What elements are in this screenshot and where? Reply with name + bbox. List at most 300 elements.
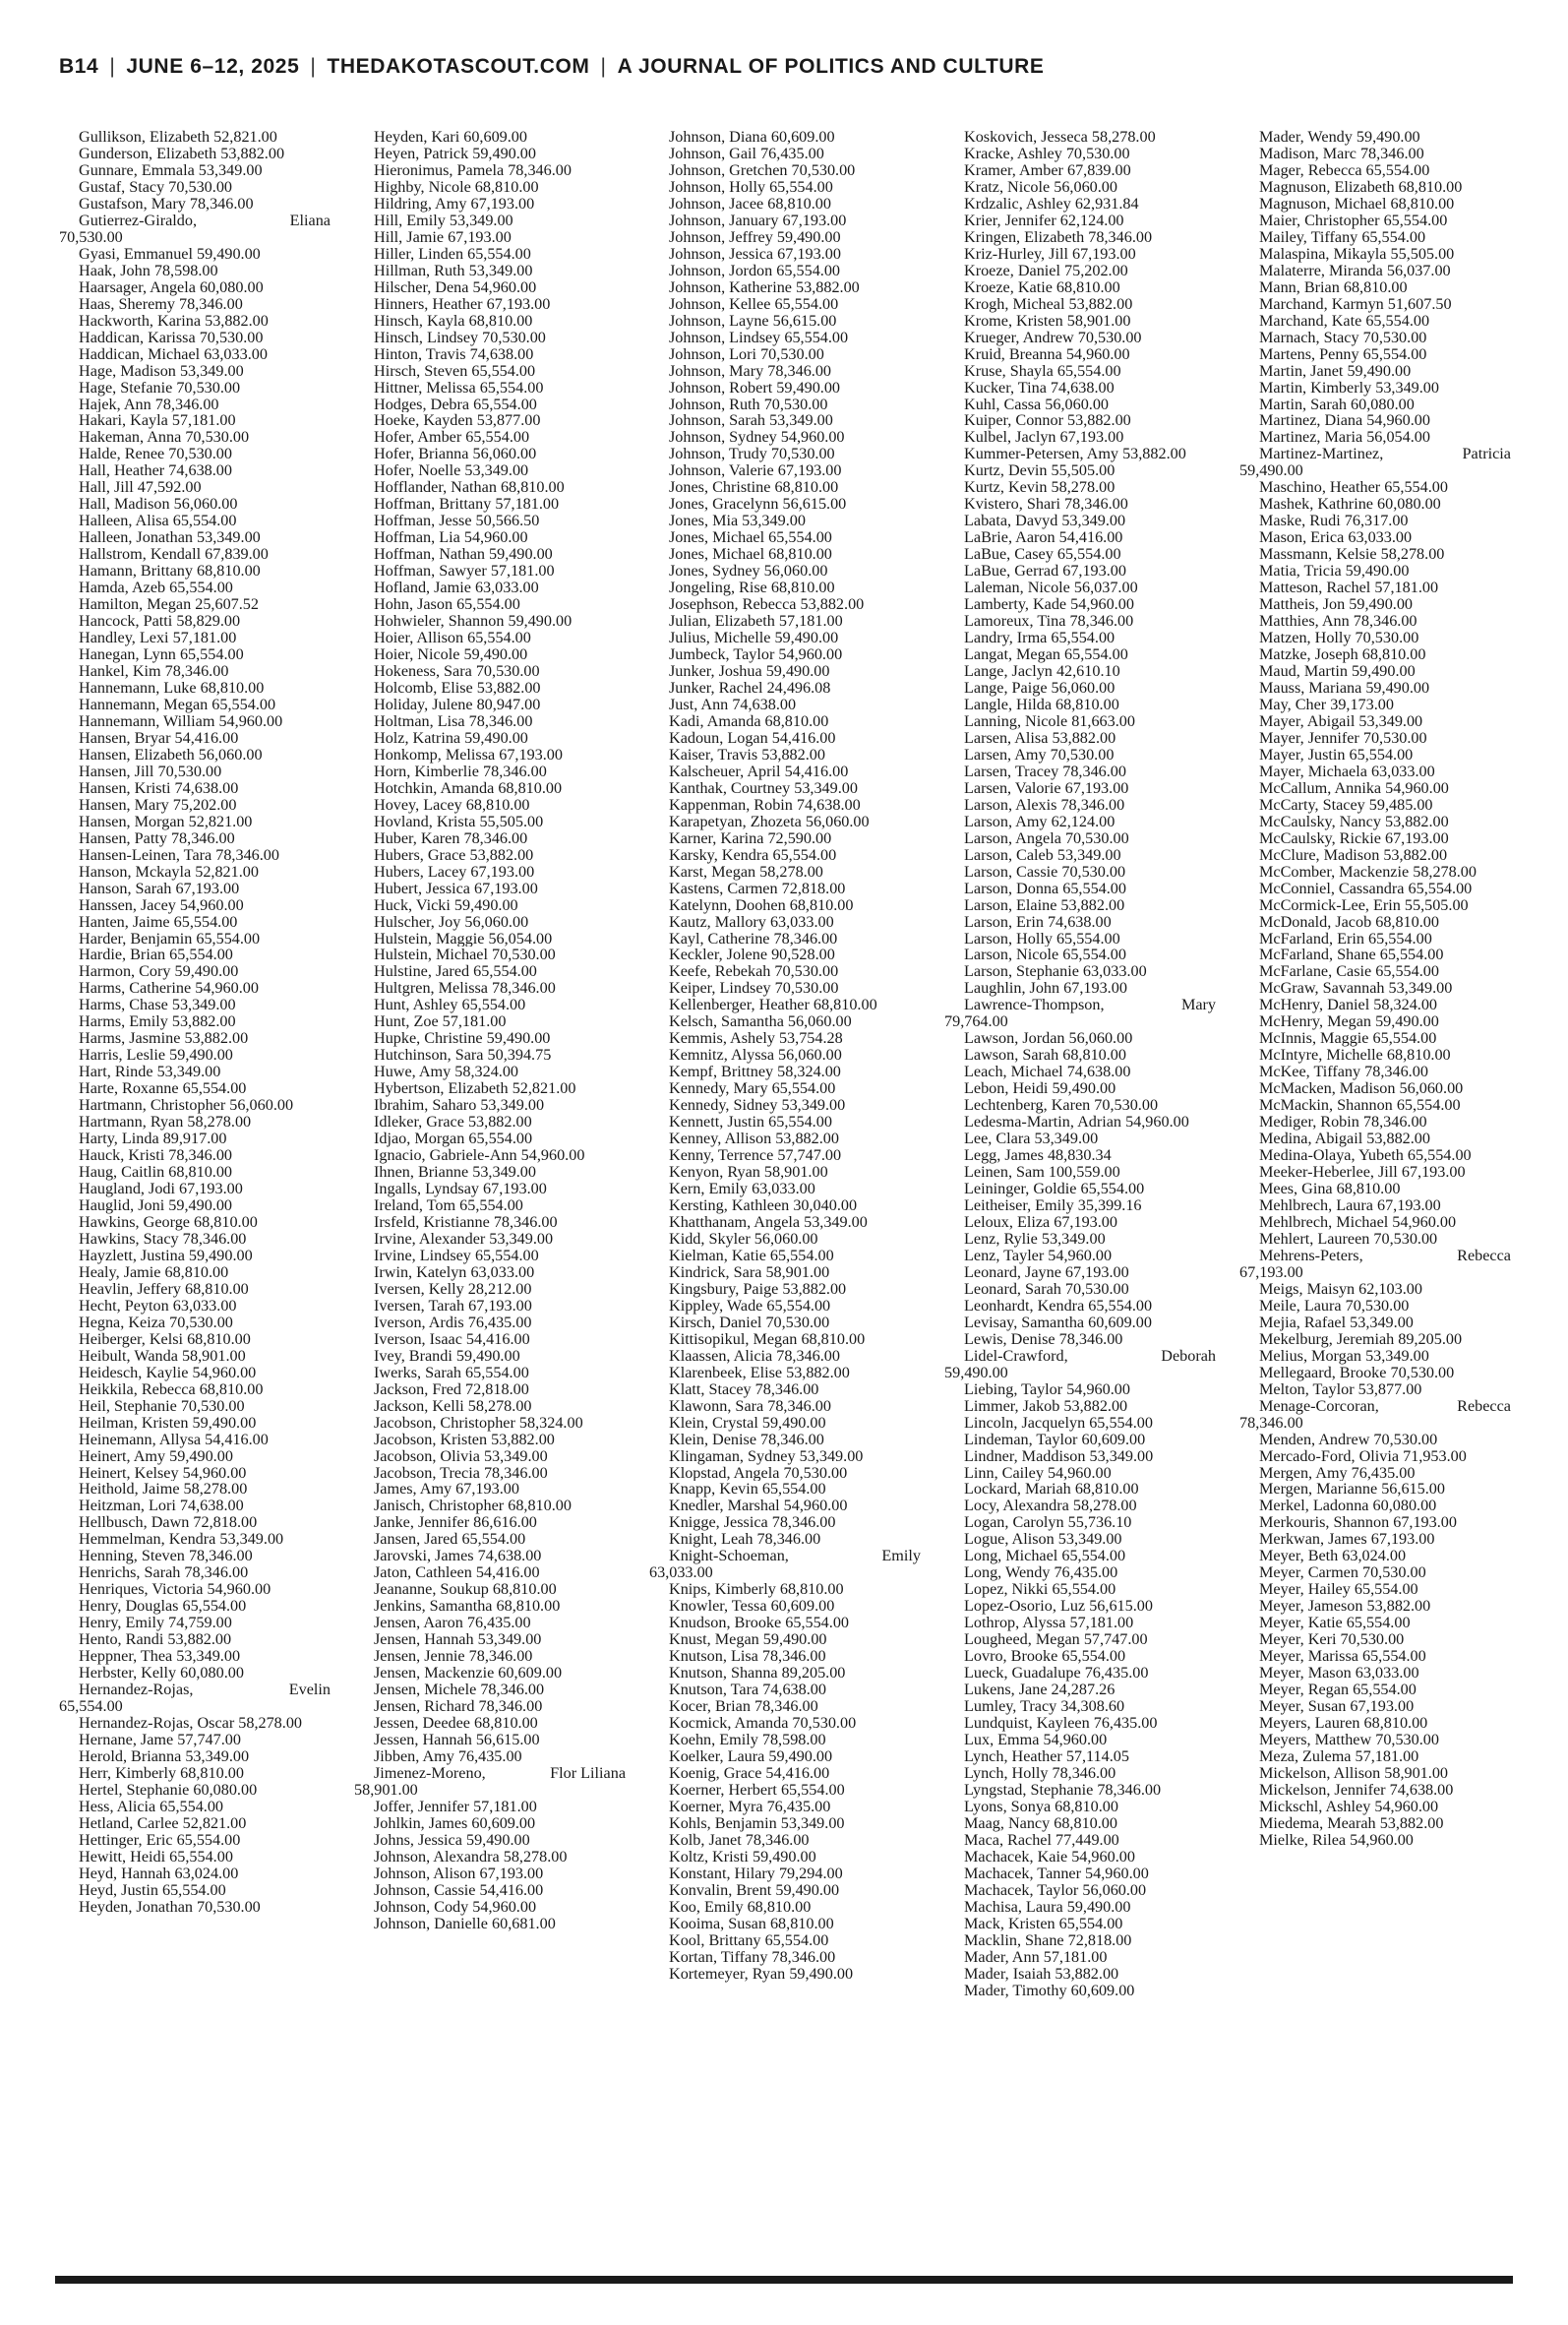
listing-entry: Junker, Rachel 24,496.08 — [669, 679, 831, 697]
listing-column-1 — [59, 129, 331, 2266]
listing-entry: Johnson, Alexandra 58,278.00 — [374, 1848, 568, 1866]
listing-entry: Hanson, Sarah 67,193.00 — [79, 880, 240, 897]
listing-entry: Mayer, Michaela 63,033.00 — [1259, 763, 1435, 780]
listing-entry: Jones, Michael 65,554.00 — [669, 529, 832, 547]
listing-entry: Hanssen, Jacey 54,960.00 — [79, 896, 244, 914]
listing-entry: Kuhl, Cassa 56,060.00 — [964, 396, 1110, 413]
listing-entry: Mader, Wendy 59,490.00 — [1259, 129, 1420, 146]
listing-entry: Larson, Cassie 70,530.00 — [964, 863, 1126, 881]
listing-entry-amount: 65,554.00 — [59, 1698, 123, 1716]
listing-entry: Mayer, Jennifer 70,530.00 — [1259, 729, 1427, 747]
listing-entry: Johnson, Lori 70,530.00 — [669, 345, 824, 363]
listing-entry: Martinez-Martinez, Patricia — [1259, 446, 1511, 463]
listing-entry: Joffer, Jennifer 57,181.00 — [374, 1798, 537, 1815]
listing-entry: LaBue, Casey 65,554.00 — [964, 546, 1121, 564]
listing-entry: Jumbeck, Taylor 54,960.00 — [669, 646, 843, 663]
listing-entry: Mickschl, Ashley 54,960.00 — [1259, 1798, 1439, 1815]
listing-entry: Johnson, Katherine 53,882.00 — [669, 278, 860, 296]
listing-entry: Hoffman, Lia 54,960.00 — [374, 529, 528, 547]
listing-entry: Jones, Michael 68,810.00 — [669, 546, 832, 564]
listing-entry: Johnson, Lindsey 65,554.00 — [669, 329, 849, 346]
listing-entry: Klein, Denise 78,346.00 — [669, 1431, 824, 1448]
listing-entry: Johnson, Sarah 53,349.00 — [669, 412, 833, 430]
listing-entry: Hoier, Allison 65,554.00 — [374, 630, 531, 647]
page-header — [59, 51, 1045, 83]
listing-entry: Kindrick, Sara 58,901.00 — [669, 1263, 830, 1281]
listing-entry: Hannemann, Luke 68,810.00 — [79, 679, 265, 697]
listing-entry: Hulstein, Maggie 56,054.00 — [374, 930, 553, 948]
listing-entry: Heyen, Patrick 59,490.00 — [374, 145, 536, 162]
listing-entry: Long, Wendy 76,435.00 — [964, 1564, 1118, 1582]
listing-entry: McGraw, Savannah 53,349.00 — [1259, 980, 1453, 998]
listing-entry: Ignacio, Gabriele-Ann 54,960.00 — [374, 1147, 585, 1165]
listing-entry: Mickelson, Allison 58,901.00 — [1259, 1764, 1449, 1782]
listing-entry: Hokeness, Sara 70,530.00 — [374, 663, 540, 680]
listing-entry: Hancock, Patti 58,829.00 — [79, 613, 241, 631]
listing-entry: Meza, Zulema 57,181.00 — [1259, 1747, 1419, 1765]
listing-entry: McFarlane, Casie 65,554.00 — [1259, 963, 1439, 981]
listing-entry: Ivey, Brandi 59,490.00 — [374, 1347, 520, 1365]
listing-entry: Lynch, Holly 78,346.00 — [964, 1764, 1116, 1782]
listing-entry: Heinert, Kelsey 54,960.00 — [79, 1464, 247, 1482]
listing-entry: Heitzman, Lori 74,638.00 — [79, 1498, 244, 1515]
listing-entry: Mees, Gina 68,810.00 — [1259, 1181, 1401, 1197]
listing-entry: Hansen, Bryar 54,416.00 — [79, 729, 239, 747]
listing-entry: Koelker, Laura 59,490.00 — [669, 1747, 833, 1765]
listing-entry: Matthies, Ann 78,346.00 — [1259, 613, 1417, 631]
listing-entry: Junker, Joshua 59,490.00 — [669, 663, 830, 680]
listing-entry-amount: 63,033.00 — [649, 1564, 713, 1582]
salary-listing — [59, 129, 1511, 2266]
listing-entry: Honkomp, Melissa 67,193.00 — [374, 746, 563, 764]
listing-entry: Lenz, Rylie 53,349.00 — [964, 1230, 1106, 1248]
listing-entry: Mager, Rebecca 65,554.00 — [1259, 161, 1430, 179]
listing-entry: Lopez, Nikki 65,554.00 — [964, 1581, 1116, 1599]
listing-entry: Lyngstad, Stephanie 78,346.00 — [964, 1781, 1162, 1799]
listing-entry: Knutson, Tara 74,638.00 — [669, 1682, 826, 1699]
listing-entry: Hubers, Lacey 67,193.00 — [374, 863, 535, 881]
listing-entry: Mehrens-Peters, Rebecca — [1259, 1247, 1511, 1264]
listing-entry: Kuiper, Connor 53,882.00 — [964, 412, 1131, 430]
listing-entry: Hamilton, Megan 25,607.52 — [79, 596, 259, 614]
listing-entry: Hansen, Mary 75,202.00 — [79, 796, 237, 814]
listing-entry: Langat, Megan 65,554.00 — [964, 646, 1128, 663]
listing-entry: Kroeze, Daniel 75,202.00 — [964, 262, 1128, 279]
listing-entry: Johnson, Gail 76,435.00 — [669, 145, 824, 162]
listing-entry: Lux, Emma 54,960.00 — [964, 1732, 1108, 1748]
listing-entry: Kemmis, Ashely 53,754.28 — [669, 1030, 843, 1048]
listing-entry: Larson, Caleb 53,349.00 — [964, 846, 1121, 864]
listing-entry: Konstant, Hilary 79,294.00 — [669, 1865, 843, 1882]
listing-entry: Leinen, Sam 100,559.00 — [964, 1164, 1120, 1182]
listing-entry: Lindner, Maddison 53,349.00 — [964, 1447, 1154, 1465]
listing-entry: Mailey, Tiffany 65,554.00 — [1259, 228, 1426, 246]
listing-entry: Langle, Hilda 68,810.00 — [964, 696, 1119, 713]
listing-entry: Keckler, Jolene 90,528.00 — [669, 947, 835, 964]
listing-entry: Hauglid, Joni 59,490.00 — [79, 1197, 233, 1214]
listing-entry: Hellbusch, Dawn 72,818.00 — [79, 1514, 258, 1532]
listing-entry: Iwerks, Sarah 65,554.00 — [374, 1364, 529, 1381]
listing-entry: Kenny, Terrence 57,747.00 — [669, 1147, 842, 1165]
listing-entry: Hoier, Nicole 59,490.00 — [374, 646, 528, 663]
listing-entry: McCormick-Lee, Erin 55,505.00 — [1259, 896, 1469, 914]
listing-entry: Keefe, Rebekah 70,530.00 — [669, 963, 839, 981]
listing-entry: Meyers, Lauren 68,810.00 — [1259, 1715, 1428, 1732]
listing-entry: Krueger, Andrew 70,530.00 — [964, 329, 1142, 346]
listing-entry: Heppner, Thea 53,349.00 — [79, 1648, 241, 1666]
listing-entry: Larson, Angela 70,530.00 — [964, 829, 1129, 847]
listing-entry: Hackworth, Karina 53,882.00 — [79, 312, 269, 330]
listing-entry: Koo, Emily 68,810.00 — [669, 1898, 812, 1916]
listing-entry: Hernandez-Rojas, Oscar 58,278.00 — [79, 1715, 303, 1732]
listing-entry: Malaspina, Mikayla 55,505.00 — [1259, 245, 1455, 263]
listing-entry: Haarsager, Angela 60,080.00 — [79, 278, 264, 296]
listing-entry: Johnson, Cody 54,960.00 — [374, 1898, 537, 1916]
listing-entry: Kringen, Elizabeth 78,346.00 — [964, 228, 1153, 246]
listing-entry: Karner, Karina 72,590.00 — [669, 829, 832, 847]
listing-entry: Massmann, Kelsie 58,278.00 — [1259, 546, 1445, 564]
listing-entry: Ibrahim, Saharo 53,349.00 — [374, 1097, 545, 1115]
listing-entry: Haddican, Karissa 70,530.00 — [79, 329, 264, 346]
listing-entry: Knigge, Jessica 78,346.00 — [669, 1514, 836, 1532]
listing-entry: Haas, Sheremy 78,346.00 — [79, 295, 243, 313]
listing-entry: Ingalls, Lyndsay 67,193.00 — [374, 1181, 547, 1197]
listing-entry: Kortemeyer, Ryan 59,490.00 — [669, 1965, 854, 1983]
listing-entry: Johnson, Mary 78,346.00 — [669, 362, 832, 380]
listing-entry: Katelynn, Doohen 68,810.00 — [669, 896, 854, 914]
listing-entry: Macklin, Shane 72,818.00 — [964, 1931, 1132, 1949]
listing-entry: Hofer, Amber 65,554.00 — [374, 429, 530, 447]
listing-entry: Hage, Madison 53,349.00 — [79, 362, 244, 380]
listing-entry: McCarty, Stacey 59,485.00 — [1259, 796, 1433, 814]
listing-entry: Maag, Nancy 68,810.00 — [964, 1814, 1117, 1832]
listing-entry: Menage-Corcoran, Rebecca — [1259, 1397, 1511, 1415]
listing-entry: Johnson, Danielle 60,681.00 — [374, 1915, 556, 1932]
listing-entry: Jackson, Kelli 58,278.00 — [374, 1397, 532, 1415]
listing-entry: Iverson, Isaac 54,416.00 — [374, 1330, 530, 1348]
listing-entry: Kolb, Janet 78,346.00 — [669, 1831, 810, 1849]
listing-entry: Lueck, Guadalupe 76,435.00 — [964, 1665, 1149, 1683]
listing-entry: Larsen, Amy 70,530.00 — [964, 746, 1115, 764]
listing-entry: Lincoln, Jacquelyn 65,554.00 — [964, 1414, 1153, 1432]
listing-entry-amount: 79,764.00 — [944, 1013, 1008, 1031]
listing-entry: Johlkin, James 60,609.00 — [374, 1814, 536, 1832]
listing-entry: Johnson, Valerie 67,193.00 — [669, 462, 842, 480]
listing-entry: Kennedy, Sidney 53,349.00 — [669, 1097, 846, 1115]
listing-entry: Kelsch, Samantha 56,060.00 — [669, 1013, 852, 1031]
listing-entry: Hall, Jill 47,592.00 — [79, 479, 202, 497]
listing-entry: Kocmick, Amanda 70,530.00 — [669, 1715, 857, 1732]
listing-entry: Jacobson, Kristen 53,882.00 — [374, 1431, 555, 1448]
listing-entry: Hofer, Brianna 56,060.00 — [374, 446, 537, 463]
listing-entry: Lebon, Heidi 59,490.00 — [964, 1080, 1116, 1098]
listing-entry: Meyer, Carmen 70,530.00 — [1259, 1564, 1426, 1582]
listing-entry: Marnach, Stacy 70,530.00 — [1259, 329, 1427, 346]
listing-entry: Johnson, Cassie 54,416.00 — [374, 1881, 544, 1899]
listing-entry: Lenz, Tayler 54,960.00 — [964, 1247, 1113, 1264]
listing-entry: Kemnitz, Alyssa 56,060.00 — [669, 1047, 842, 1065]
listing-entry: Hardie, Brian 65,554.00 — [79, 947, 233, 964]
listing-entry: Irsfeld, Kristianne 78,346.00 — [374, 1213, 558, 1231]
listing-entry: Larson, Donna 65,554.00 — [964, 880, 1126, 897]
listing-entry: Koerner, Myra 76,435.00 — [669, 1798, 831, 1815]
listing-entry: Johnson, Trudy 70,530.00 — [669, 446, 835, 463]
listing-entry: Kurtz, Kevin 58,278.00 — [964, 479, 1116, 497]
listing-entry: Hovey, Lacey 68,810.00 — [374, 796, 530, 814]
listing-entry-amount: 59,490.00 — [1239, 462, 1303, 480]
listing-entry: Hartmann, Christopher 56,060.00 — [79, 1097, 294, 1115]
listing-entry: Hoffman, Brittany 57,181.00 — [374, 496, 560, 514]
listing-entry: McConniel, Cassandra 65,554.00 — [1259, 880, 1473, 897]
listing-entry: Knight-Schoeman, Emily — [669, 1548, 921, 1565]
listing-entry: Hernane, Jame 57,747.00 — [79, 1732, 241, 1748]
listing-entry: Legg, James 48,830.34 — [964, 1147, 1112, 1165]
listing-entry: Malaterre, Miranda 56,037.00 — [1259, 262, 1451, 279]
listing-entry: Laleman, Nicole 56,037.00 — [964, 580, 1138, 597]
listing-entry: Meyer, Hailey 65,554.00 — [1259, 1581, 1418, 1599]
listing-entry: Hemmelman, Kendra 53,349.00 — [79, 1531, 284, 1549]
listing-entry: Koskovich, Jesseca 58,278.00 — [964, 129, 1156, 146]
listing-entry: Hubert, Jessica 67,193.00 — [374, 880, 538, 897]
listing-entry: Huwe, Amy 58,324.00 — [374, 1064, 519, 1081]
listing-entry: Hodges, Debra 65,554.00 — [374, 396, 537, 413]
listing-entry: Knedler, Marshal 54,960.00 — [669, 1498, 848, 1515]
listing-entry: Jensen, Aaron 76,435.00 — [374, 1615, 531, 1632]
listing-entry: Kennett, Justin 65,554.00 — [669, 1114, 832, 1132]
listing-entry: Long, Michael 65,554.00 — [964, 1548, 1126, 1565]
listing-entry: Hoeke, Kayden 53,877.00 — [374, 412, 541, 430]
listing-entry: Henry, Emily 74,759.00 — [79, 1615, 232, 1632]
listing-entry: Johns, Jessica 59,490.00 — [374, 1831, 530, 1849]
listing-entry: Klingaman, Sydney 53,349.00 — [669, 1447, 864, 1465]
listing-entry: Mader, Isaiah 53,882.00 — [964, 1965, 1119, 1983]
listing-entry: Hill, Emily 53,349.00 — [374, 212, 513, 229]
listing-entry-amount: 58,901.00 — [354, 1781, 418, 1799]
listing-entry: Martin, Janet 59,490.00 — [1259, 362, 1412, 380]
bottom-rule — [55, 2276, 1513, 2284]
listing-entry: Konvalin, Brent 59,490.00 — [669, 1881, 840, 1899]
listing-entry: Kummer-Petersen, Amy 53,882.00 — [964, 446, 1186, 463]
listing-entry: Hulstein, Michael 70,530.00 — [374, 947, 556, 964]
listing-entry: Kaiser, Travis 53,882.00 — [669, 746, 825, 764]
listing-entry: Hess, Alicia 65,554.00 — [79, 1798, 224, 1815]
listing-entry: McKee, Tiffany 78,346.00 — [1259, 1064, 1428, 1081]
listing-entry: Larson, Nicole 65,554.00 — [964, 947, 1126, 964]
listing-entry: Huck, Vicki 59,490.00 — [374, 896, 518, 914]
listing-entry: Mergen, Amy 76,435.00 — [1259, 1464, 1416, 1482]
listing-entry: Klein, Crystal 59,490.00 — [669, 1414, 826, 1432]
listing-entry: Mayer, Abigail 53,349.00 — [1259, 712, 1423, 730]
listing-entry: Meyer, Susan 67,193.00 — [1259, 1698, 1415, 1716]
listing-entry: Koltz, Kristi 59,490.00 — [669, 1848, 816, 1866]
listing-entry: Janke, Jennifer 86,616.00 — [374, 1514, 537, 1532]
listing-entry: Holtman, Lisa 78,346.00 — [374, 712, 533, 730]
listing-entry: Gunderson, Elizabeth 53,882.00 — [79, 145, 285, 162]
listing-entry: Meyer, Mason 63,033.00 — [1259, 1665, 1419, 1683]
listing-entry: Heinemann, Allysa 54,416.00 — [79, 1431, 269, 1448]
listing-entry: Lundquist, Kayleen 76,435.00 — [964, 1715, 1158, 1732]
listing-entry: Martinez, Maria 56,054.00 — [1259, 429, 1430, 447]
listing-entry: Knips, Kimberly 68,810.00 — [669, 1581, 844, 1599]
listing-entry: Machacek, Tanner 54,960.00 — [964, 1865, 1149, 1882]
listing-entry: Kohls, Benjamin 53,349.00 — [669, 1814, 845, 1832]
listing-entry: Hildring, Amy 67,193.00 — [374, 195, 535, 213]
listing-entry: Lyons, Sonya 68,810.00 — [964, 1798, 1118, 1815]
listing-entry: Maier, Christopher 65,554.00 — [1259, 212, 1448, 229]
listing-entry: Ledesma-Martin, Adrian 54,960.00 — [964, 1114, 1189, 1132]
listing-entry: Klatt, Stacey 78,346.00 — [669, 1380, 819, 1398]
listing-entry: Kracke, Ashley 70,530.00 — [964, 145, 1130, 162]
listing-entry: Jessen, Deedee 68,810.00 — [374, 1715, 538, 1732]
listing-entry: Gustafson, Mary 78,346.00 — [79, 195, 254, 213]
listing-entry: Hartmann, Ryan 58,278.00 — [79, 1114, 252, 1132]
listing-entry: Mattheis, Jon 59,490.00 — [1259, 596, 1414, 614]
listing-entry: Laughlin, John 67,193.00 — [964, 980, 1127, 998]
listing-entry: Holcomb, Elise 53,882.00 — [374, 679, 541, 697]
listing-entry: Hinners, Heather 67,193.00 — [374, 295, 551, 313]
listing-entry: Knowler, Tessa 60,609.00 — [669, 1598, 835, 1616]
listing-entry: Johnson, Sydney 54,960.00 — [669, 429, 845, 447]
listing-entry: McMackin, Shannon 65,554.00 — [1259, 1097, 1461, 1115]
listing-entry: Leonhardt, Kendra 65,554.00 — [964, 1297, 1153, 1315]
listing-entry: Mellegaard, Brooke 70,530.00 — [1259, 1364, 1455, 1381]
listing-entry: Machacek, Taylor 56,060.00 — [964, 1881, 1147, 1899]
listing-entry: Jensen, Hannah 53,349.00 — [374, 1631, 542, 1649]
listing-entry: Machacek, Kaie 54,960.00 — [964, 1848, 1135, 1866]
listing-entry: Logan, Carolyn 55,736.10 — [964, 1514, 1132, 1532]
listing-entry: Heibult, Wanda 58,901.00 — [79, 1347, 246, 1365]
listing-entry: Mejia, Rafael 53,349.00 — [1259, 1314, 1414, 1331]
listing-entry: Hunt, Ashley 65,554.00 — [374, 997, 526, 1014]
listing-entry: Limmer, Jakob 53,882.00 — [964, 1397, 1128, 1415]
listing-entry: Martens, Penny 65,554.00 — [1259, 345, 1427, 363]
listing-entry: Kurtz, Devin 55,505.00 — [964, 462, 1116, 480]
listing-entry: Lanning, Nicole 81,663.00 — [964, 712, 1135, 730]
listing-entry: Lindeman, Taylor 60,609.00 — [964, 1431, 1146, 1448]
listing-entry: Jensen, Mackenzie 60,609.00 — [374, 1665, 563, 1683]
listing-entry: Harte, Roxanne 65,554.00 — [79, 1080, 247, 1098]
listing-entry: Krogh, Micheal 53,882.00 — [964, 295, 1133, 313]
listing-entry: Hybertson, Elizabeth 52,821.00 — [374, 1080, 576, 1098]
listing-entry: Herr, Kimberly 68,810.00 — [79, 1764, 244, 1782]
listing-entry: Henning, Steven 78,346.00 — [79, 1548, 253, 1565]
listing-entry: Keiper, Lindsey 70,530.00 — [669, 980, 839, 998]
listing-entry: Khatthanam, Angela 53,349.00 — [669, 1213, 868, 1231]
listing-entry: Hansen, Kristi 74,638.00 — [79, 779, 239, 797]
listing-entry: Klaassen, Alicia 78,346.00 — [669, 1347, 840, 1365]
listing-entry: Johnson, Alison 67,193.00 — [374, 1865, 544, 1882]
listing-entry: Hillman, Ruth 53,349.00 — [374, 262, 533, 279]
listing-entry: Josephson, Rebecca 53,882.00 — [669, 596, 865, 614]
listing-entry: Jongeling, Rise 68,810.00 — [669, 580, 835, 597]
listing-entry: McMacken, Madison 56,060.00 — [1259, 1080, 1464, 1098]
listing-entry: Medina, Abigail 53,882.00 — [1259, 1131, 1430, 1148]
listing-entry: Lee, Clara 53,349.00 — [964, 1131, 1099, 1148]
listing-entry: Iversen, Kelly 28,212.00 — [374, 1280, 532, 1298]
listing-entry: Mader, Timothy 60,609.00 — [964, 1982, 1135, 1999]
listing-entry: Hittner, Melissa 65,554.00 — [374, 379, 544, 397]
listing-entry: Johnson, Gretchen 70,530.00 — [669, 161, 856, 179]
listing-entry: Halde, Renee 70,530.00 — [79, 446, 232, 463]
listing-entry: Hayzlett, Justina 59,490.00 — [79, 1247, 253, 1264]
listing-entry: Klarenbeek, Elise 53,882.00 — [669, 1364, 850, 1381]
listing-entry: Hunt, Zoe 57,181.00 — [374, 1013, 507, 1031]
listing-entry: Heavlin, Jeffery 68,810.00 — [79, 1280, 249, 1298]
listing-entry: Hallstrom, Kendall 67,839.00 — [79, 546, 269, 564]
listing-entry: Jones, Gracelynn 56,615.00 — [669, 496, 847, 514]
listing-entry: Kautz, Mallory 63,033.00 — [669, 913, 834, 931]
listing-entry: Hamda, Azeb 65,554.00 — [79, 580, 233, 597]
header-separator: | — [310, 55, 317, 78]
listing-entry: Hansen, Elizabeth 56,060.00 — [79, 746, 263, 764]
listing-entry: Johnson, Jeffrey 59,490.00 — [669, 228, 841, 246]
listing-entry: Harder, Benjamin 65,554.00 — [79, 930, 261, 948]
listing-entry: Hento, Randi 53,882.00 — [79, 1631, 232, 1649]
listing-entry: Kruse, Shayla 65,554.00 — [964, 362, 1121, 380]
listing-entry: Kramer, Amber 67,839.00 — [964, 161, 1131, 179]
listing-entry: Larson, Alexis 78,346.00 — [964, 796, 1125, 814]
listing-entry: Johnson, Jacee 68,810.00 — [669, 195, 831, 213]
listing-entry: McCallum, Annika 54,960.00 — [1259, 779, 1449, 797]
listing-entry: Mediger, Robin 78,346.00 — [1259, 1114, 1427, 1132]
listing-entry: Heinert, Amy 59,490.00 — [79, 1447, 233, 1465]
listing-entry: Heil, Stephanie 70,530.00 — [79, 1397, 245, 1415]
listing-entry: Lovro, Brooke 65,554.00 — [964, 1648, 1126, 1666]
listing-entry: Kappenman, Robin 74,638.00 — [669, 796, 861, 814]
listing-entry: Hoffman, Nathan 59,490.00 — [374, 546, 553, 564]
listing-entry: Hinsch, Kayla 68,810.00 — [374, 312, 533, 330]
listing-entry: Gullikson, Elizabeth 52,821.00 — [79, 129, 277, 146]
listing-entry: Mehlert, Laureen 70,530.00 — [1259, 1230, 1438, 1248]
listing-entry: Gunnare, Emmala 53,349.00 — [79, 161, 263, 179]
listing-entry: May, Cher 39,173.00 — [1259, 696, 1394, 713]
listing-entry: Jansen, Jared 65,554.00 — [374, 1531, 526, 1549]
listing-entry: Hecht, Peyton 63,033.00 — [79, 1297, 237, 1315]
listing-column-3 — [649, 129, 921, 2266]
listing-entry: Ireland, Tom 65,554.00 — [374, 1197, 523, 1214]
listing-entry: Linn, Cailey 54,960.00 — [964, 1464, 1112, 1482]
listing-entry: Haddican, Michael 63,033.00 — [79, 345, 268, 363]
listing-entry: Lawson, Jordan 56,060.00 — [964, 1030, 1133, 1048]
listing-entry: Hawkins, George 68,810.00 — [79, 1213, 258, 1231]
listing-entry: Kanthak, Courtney 53,349.00 — [669, 779, 858, 797]
listing-entry: Gutierrez-Giraldo, Eliana — [79, 212, 331, 229]
listing-entry: Kippley, Wade 65,554.00 — [669, 1297, 831, 1315]
listing-entry: Jackson, Fred 72,818.00 — [374, 1380, 529, 1398]
listing-entry: Meyer, Beth 63,024.00 — [1259, 1548, 1407, 1565]
listing-entry: McInnis, Maggie 65,554.00 — [1259, 1030, 1437, 1048]
listing-entry: Heilman, Kristen 59,490.00 — [79, 1414, 257, 1432]
listing-entry: Larsen, Alisa 53,882.00 — [964, 729, 1116, 747]
listing-entry: Larson, Stephanie 63,033.00 — [964, 963, 1147, 981]
listing-entry: Henry, Douglas 65,554.00 — [79, 1598, 247, 1616]
listing-entry: Matia, Tricia 59,490.00 — [1259, 563, 1410, 581]
listing-entry: Kadi, Amanda 68,810.00 — [669, 712, 829, 730]
listing-entry: Mauss, Mariana 59,490.00 — [1259, 679, 1430, 697]
listing-entry: Jacobson, Olivia 53,349.00 — [374, 1447, 548, 1465]
listing-entry: Mekelburg, Jeremiah 89,205.00 — [1259, 1330, 1463, 1348]
listing-entry: Knutson, Lisa 78,346.00 — [669, 1648, 826, 1666]
listing-entry: Heyd, Justin 65,554.00 — [79, 1881, 226, 1899]
listing-entry: Koenig, Grace 54,416.00 — [669, 1764, 830, 1782]
listing-entry: Kenney, Allison 53,882.00 — [669, 1131, 839, 1148]
listing-entry: Iverson, Ardis 76,435.00 — [374, 1314, 532, 1331]
listing-entry: Logue, Alison 53,349.00 — [964, 1531, 1122, 1549]
listing-entry: Huber, Karen 78,346.00 — [374, 829, 528, 847]
listing-entry: Hansen-Leinen, Tara 78,346.00 — [79, 846, 279, 864]
listing-entry: Hauck, Kristi 78,346.00 — [79, 1147, 233, 1165]
site-name[interactable]: THEDAKOTASCOUT.COM — [327, 55, 590, 78]
